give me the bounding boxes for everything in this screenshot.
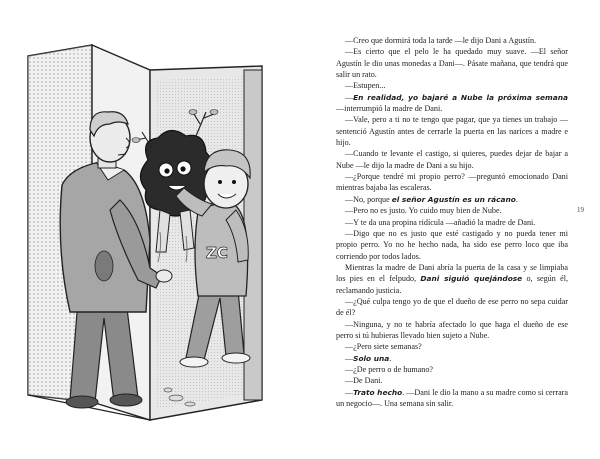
paragraph-text: —Creo que dormirá toda la tarde —le dijo Dani a Agustín. <box>345 36 537 45</box>
paragraph <box>336 80 568 91</box>
paragraph <box>336 353 568 364</box>
paragraph-text: — <box>345 353 354 363</box>
page-number: 19 <box>577 206 584 214</box>
paragraph <box>336 194 568 205</box>
paragraph-text: —Cuando te levante el castigo, si quieres, puedes dejar de bajar a Nube —le dijo la madre de Dani a su hijo. <box>336 149 568 170</box>
paragraph <box>336 319 568 342</box>
paragraph-text: —De Dani. <box>345 376 383 386</box>
handwritten-phrase: En realidad, yo bajaré a Nube la próxima semana <box>353 92 568 102</box>
paragraph <box>336 228 568 262</box>
paragraph <box>336 341 568 352</box>
paragraph-text: . <box>389 353 392 363</box>
paragraph-text: . <box>515 194 518 204</box>
paragraph-text: —¿Qué culpa tengo yo de que el dueño de ese perro no sepa cuidar de él? <box>336 296 568 318</box>
paragraph-text: —¿Pero siete semanas? <box>345 342 422 352</box>
paragraph-text: —Es cierto que el pelo le ha quedado muy suave. —El señor Agustín le dio unas monedas a Dani—. Pásate mañana, que tendrá que salir un rato. <box>336 47 568 80</box>
handwritten-phrase: Dani siguió quejándose <box>420 274 523 284</box>
paragraph <box>336 171 568 194</box>
paragraph <box>336 148 568 171</box>
paragraph-text: —interrumpió la madre de Dani. <box>336 104 443 114</box>
paragraph-text: Mientras la madre de Dani abría la puerta de la casa y se limpiaba los pies en el felpudo, <box>336 262 568 284</box>
paragraph-text: —Pero no es justo. Yo cuido muy bien de Nube. <box>345 206 502 216</box>
paragraph <box>336 46 568 80</box>
paragraph <box>336 262 568 296</box>
paragraph <box>336 205 568 216</box>
paragraph-text: —¿De perro o de humano? <box>345 364 433 374</box>
paragraph <box>336 217 568 228</box>
paragraph <box>336 375 568 386</box>
paragraph-text: . —Dani le dio la mano a su madre como si cerrara un negocio—. Una semana sin salir. <box>336 387 568 408</box>
paragraph <box>336 296 568 319</box>
paragraph-text: —Estupen... <box>345 81 386 91</box>
paragraph <box>336 114 568 148</box>
handwritten-phrase: Trato hecho <box>353 387 403 397</box>
paragraph-text: — <box>345 92 354 102</box>
paragraph-text: —Vale, pero a ti no te tengo que pagar, que ya tienes un trabajo —sentenció Agustín antes de cerrarle la puerta en las narices a madre e hijo. <box>336 115 568 148</box>
paragraph-text: —Y te da una propina ridícula —añadió la madre de Dani. <box>345 217 536 227</box>
paragraph <box>336 35 568 46</box>
handwritten-phrase: el señor Agustín es un rácano <box>391 194 516 204</box>
paragraph <box>336 92 568 115</box>
paragraph-text: o, según él, reclamando justicia. <box>336 274 568 295</box>
paragraph-text: —Digo que no es justo que esté castigado y no pueda tener mi propio perro. Yo no he hecho nada, ha sido ese perro loco que iba corriendo por todos lados. <box>336 228 568 261</box>
paragraph <box>336 387 568 410</box>
paragraph-text: —Ninguna, y no te habría afectado lo que haga el dueño de ese perro si tú hubieras llevado bien sujeto a Nube. <box>336 319 568 340</box>
paragraph-text: —No, porque <box>345 194 392 204</box>
paragraph <box>336 364 568 375</box>
paragraph-text: —¿Porque tendré mi propio perro? —preguntó emocionado Dani mientras bajaba las escaleras. <box>336 172 568 193</box>
svg-text:ZC: ZC <box>206 244 228 262</box>
page-text <box>336 35 568 409</box>
paragraph-text: — <box>345 387 354 397</box>
handwritten-phrase: Solo una <box>353 353 390 363</box>
